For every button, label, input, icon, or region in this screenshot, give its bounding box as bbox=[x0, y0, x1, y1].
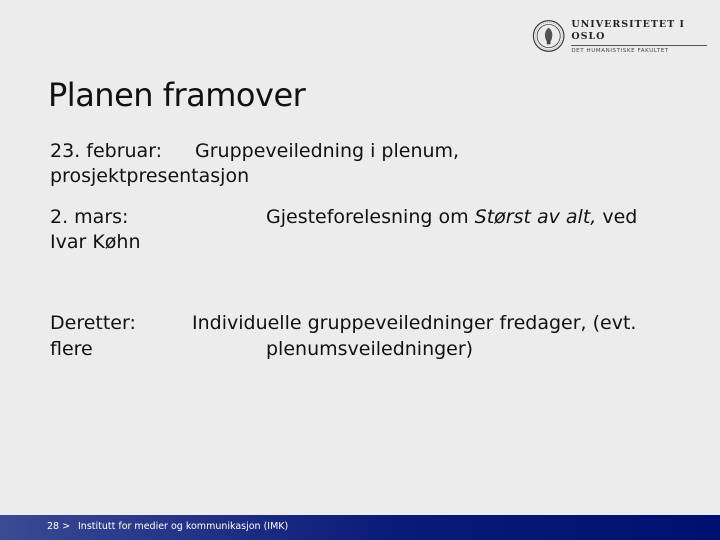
item-2-continuation: Ivar Køhn bbox=[50, 231, 141, 253]
item-3-date: Deretter: bbox=[50, 312, 136, 334]
item-2-text-before: Gjesteforelesning om bbox=[266, 206, 475, 228]
item-3-continuation-left: flere bbox=[50, 338, 93, 360]
logo-divider bbox=[571, 45, 707, 46]
slide-title: Planen framover bbox=[48, 76, 306, 114]
item-2-text-emphasis: Størst av alt, bbox=[474, 206, 597, 228]
university-logo bbox=[532, 16, 712, 56]
item-1-text: Gruppeveiledning i plenum, bbox=[195, 140, 460, 162]
logo-subtitle: DET HUMANISTISKE FAKULTET bbox=[571, 47, 669, 54]
university-seal-icon bbox=[532, 18, 565, 54]
footer-bar bbox=[0, 515, 720, 540]
item-3-text: Individuelle gruppeveiledninger fredager, (evt. bbox=[192, 312, 637, 334]
item-1-continuation: prosjektpresentasjon bbox=[50, 165, 250, 187]
footer-institution: Institutt for medier og kommunikasjon (IMK) bbox=[78, 521, 289, 532]
item-1-date: 23. februar: bbox=[50, 140, 163, 162]
page-number: 28 > bbox=[47, 521, 71, 532]
item-2-date: 2. mars: bbox=[50, 206, 129, 228]
item-2-text bbox=[266, 204, 637, 231]
logo-name: UNIVERSITETET I OSLO bbox=[571, 18, 685, 42]
item-3-continuation-right: plenumsveiledninger) bbox=[266, 338, 474, 360]
item-2-text-after: ved bbox=[596, 206, 638, 228]
